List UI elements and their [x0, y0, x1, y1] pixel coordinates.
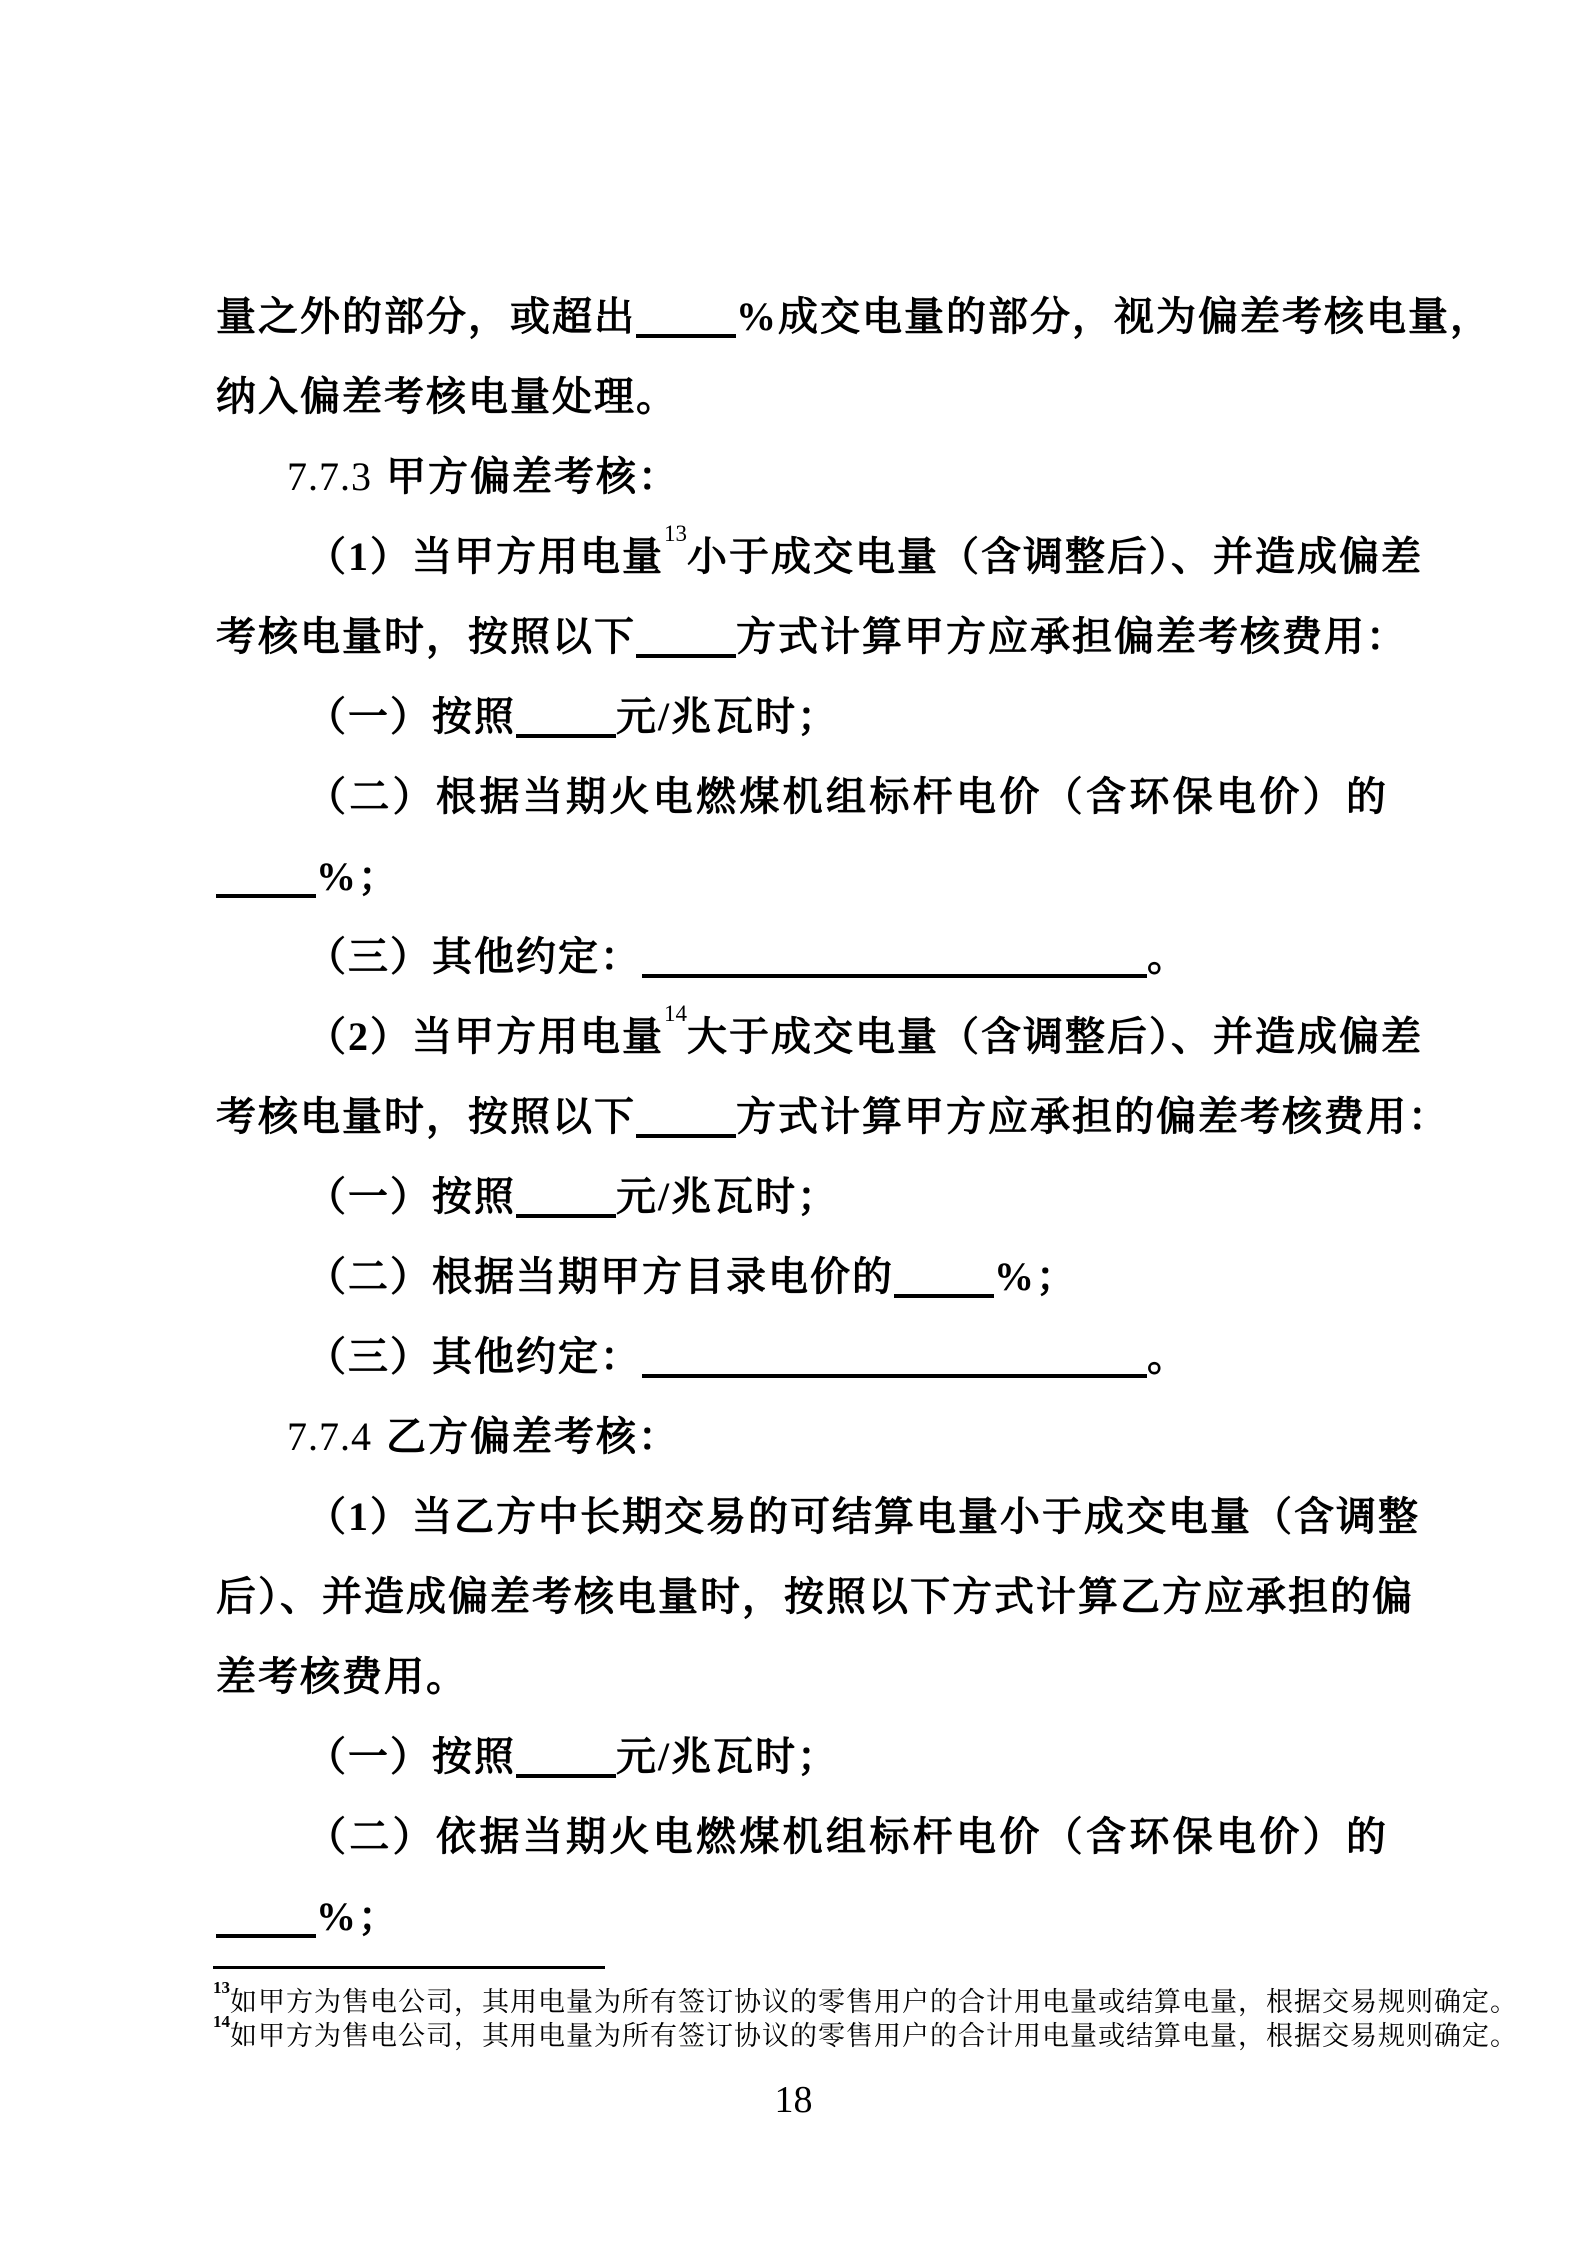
continuation-line-1	[216, 277, 1492, 357]
text-run: %成交电量的部分，视为偏差考核电量，	[736, 294, 1492, 339]
clause-b1-line-1	[216, 1477, 1420, 1557]
heading-text: 甲方偏差考核：	[386, 454, 680, 499]
item-san-line	[216, 1317, 1388, 1397]
fill-in-blank-price	[516, 1210, 616, 1218]
footnote-separator	[213, 1966, 605, 1969]
heading-7-7-3	[216, 437, 1388, 517]
page-number: 18	[774, 2079, 813, 2121]
text-run: （一）按照	[306, 1174, 516, 1219]
fill-in-blank-percent	[894, 1290, 994, 1298]
item-san-line	[216, 917, 1388, 997]
text-run: %；	[316, 854, 400, 899]
text-run: （2）当甲方用电量	[306, 1014, 664, 1059]
text-run: （三）其他约定：	[306, 934, 642, 979]
text-run: （一）按照	[306, 1734, 516, 1779]
text-run: 。	[1147, 934, 1189, 979]
text-run: 方式计算甲方应承担的偏差考核费用：	[736, 1094, 1450, 1139]
text-run: 元/兆瓦时；	[616, 694, 840, 739]
item-er-line-1	[216, 1797, 1388, 1877]
fill-in-blank-other-terms	[642, 1370, 1147, 1378]
text-run: %；	[316, 1894, 400, 1939]
text-run: 元/兆瓦时；	[616, 1734, 840, 1779]
fill-in-blank-percent	[636, 330, 736, 338]
footnote-reference-13: 13	[664, 520, 687, 546]
item-yi-line	[216, 1157, 1388, 1237]
fill-in-blank-percent	[216, 890, 316, 898]
item-er-line	[216, 1237, 1388, 1317]
item-er-line-2	[216, 1877, 1388, 1957]
text-run: （二）根据当期甲方目录电价的	[306, 1254, 894, 1299]
footnote-14	[213, 2012, 1518, 2053]
fill-in-blank-percent	[216, 1930, 316, 1938]
text-run: （1）当甲方用电量	[306, 534, 664, 579]
fill-in-blank-method	[636, 650, 736, 658]
contract-body	[216, 277, 1492, 1957]
text-run: 元/兆瓦时；	[616, 1174, 840, 1219]
clause-2-line-2	[216, 1077, 1450, 1157]
fill-in-blank-price	[516, 1770, 616, 1778]
text-run: （二）依据当期火电燃煤机组标杆电价（含环保电价）的	[306, 1814, 1388, 1859]
text-run: %；	[994, 1254, 1078, 1299]
text-run: 方式计算甲方应承担偏差考核费用：	[736, 614, 1408, 659]
footnote-13	[213, 1978, 1518, 2019]
text-run: （二）根据当期火电燃煤机组标杆电价（含环保电价）的	[306, 774, 1388, 819]
footnote-text: 如甲方为售电公司，其用电量为所有签订协议的零售用户的合计用电量或结算电量，根据交易规则确定。	[230, 2021, 1518, 2051]
text-run: （1）当乙方中长期交易的可结算电量小于成交电量（含调整	[306, 1494, 1420, 1539]
continuation-line-2	[216, 357, 1388, 437]
footnote-number: 14	[213, 2012, 230, 2031]
text-run: 后）、并造成偏差考核电量时，按照以下方式计算乙方应承担的偏	[216, 1574, 1414, 1619]
fill-in-blank-other-terms	[642, 970, 1147, 978]
section-number: 7.7.4	[287, 1414, 372, 1459]
heading-7-7-4	[216, 1397, 1388, 1477]
text-run: 。	[1147, 1334, 1189, 1379]
section-number: 7.7.3	[287, 454, 372, 499]
clause-2-line-1	[216, 997, 1423, 1077]
heading-text: 乙方偏差考核：	[386, 1414, 680, 1459]
item-yi-line	[216, 1717, 1388, 1797]
text-run: 纳入偏差考核电量处理。	[216, 374, 678, 419]
clause-b1-line-2	[216, 1557, 1414, 1637]
fill-in-blank-price	[516, 730, 616, 738]
footnote-area	[213, 1966, 1518, 2053]
text-run: 差考核费用。	[216, 1654, 468, 1699]
item-er-line-2	[216, 837, 1388, 917]
text-run: 量之外的部分，或超出	[216, 294, 636, 339]
item-yi-line	[216, 677, 1388, 757]
footnote-reference-14: 14	[664, 1000, 687, 1026]
text-run: 考核电量时，按照以下	[216, 1094, 636, 1139]
footnote-number: 13	[213, 1978, 230, 1997]
text-run: 考核电量时，按照以下	[216, 614, 636, 659]
text-run: 小于成交电量（含调整后）、并造成偏差	[687, 534, 1423, 579]
item-er-line-1	[216, 757, 1388, 837]
text-run: 大于成交电量（含调整后）、并造成偏差	[687, 1014, 1423, 1059]
text-run: （一）按照	[306, 694, 516, 739]
fill-in-blank-method	[636, 1130, 736, 1138]
clause-1-line-1	[216, 517, 1423, 597]
clause-b1-line-3	[216, 1637, 1388, 1717]
footnote-text: 如甲方为售电公司，其用电量为所有签订协议的零售用户的合计用电量或结算电量，根据交易规则确定。	[230, 1987, 1518, 2017]
text-run: （三）其他约定：	[306, 1334, 642, 1379]
clause-1-line-2	[216, 597, 1408, 677]
